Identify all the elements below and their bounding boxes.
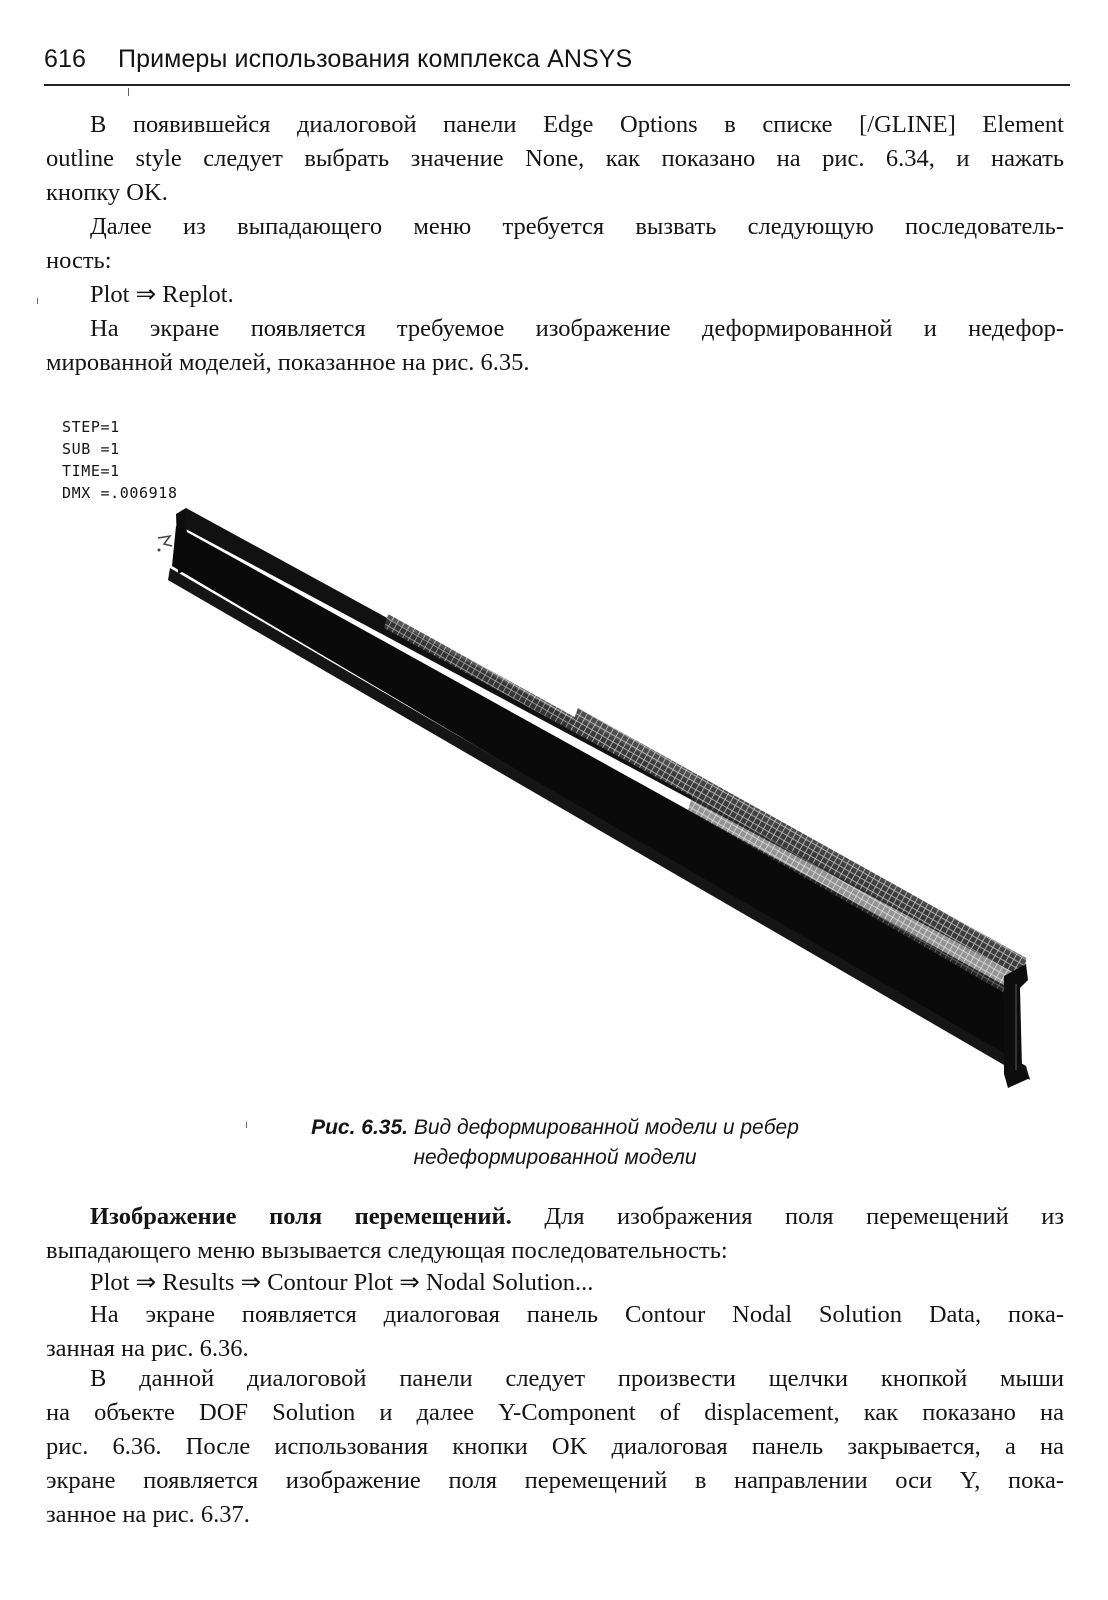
paragraph-edge-options <box>46 108 1064 210</box>
text-line: на объекте DOF Solution и далее Y-Component of displacement, как показано на <box>46 1399 1064 1426</box>
text-line: В появившейся диалоговой панели Edge Options в списке [/GLINE] Element <box>90 111 1064 138</box>
caption-label: Рис. 6.35. <box>311 1116 408 1139</box>
text-line: outline style следует выбрать значение None, как показано на рис. 6.34, и нажать <box>46 145 1064 172</box>
coordinate-triad-icon <box>158 536 172 546</box>
text-line: выпадающего меню вызывается следующая последовательность: <box>46 1237 728 1264</box>
text-line: кнопку OK. <box>46 179 168 206</box>
paragraph-contour-dialog <box>46 1298 1064 1366</box>
running-title: Примеры использования комплекса ANSYS <box>118 45 633 73</box>
status-step: STEP=1 <box>62 418 120 436</box>
caption-line-2: недеформированной модели <box>413 1146 697 1169</box>
section-displacement-field <box>46 1200 1064 1268</box>
text-line: занное на рис. 6.37. <box>46 1501 250 1528</box>
text-line: На экране появляется требуемое изображение деформированной и недефор- <box>90 315 1064 342</box>
status-time: TIME=1 <box>62 462 120 480</box>
text-line: Далее из выпадающего меню требуется вызвать следующую последователь- <box>90 213 1064 240</box>
paragraph-deformed-model <box>46 312 1064 380</box>
scan-mark <box>37 298 38 304</box>
beam-web <box>172 526 1020 1068</box>
text-line: На экране появляется диалоговая панель Contour Nodal Solution Data, пока- <box>90 1301 1064 1328</box>
section-first-line <box>46 1200 1064 1234</box>
page-number: 616 <box>44 45 87 73</box>
menu-path-text: Plot ⇒ Results ⇒ Contour Plot ⇒ Nodal Solution... <box>90 1269 594 1296</box>
status-sub: SUB =1 <box>62 440 120 458</box>
menu-path-text: Plot ⇒ Replot. <box>90 281 234 308</box>
caption-line-1: Вид деформированной модели и ребер <box>413 1116 799 1139</box>
text-line: экране появляется изображение поля перемещений в направлении оси Y, пока- <box>46 1467 1064 1494</box>
i-beam-model-illustration <box>58 418 1048 1098</box>
bottom-flange <box>168 568 1030 1080</box>
scan-mark <box>128 88 129 96</box>
paragraph-menu-sequence <box>46 210 1064 278</box>
status-dmx: DMX =.006918 <box>62 484 178 502</box>
text-line: занная на рис. 6.36. <box>46 1335 249 1362</box>
running-header <box>44 42 1070 86</box>
text-line: Для изображения поля перемещений из <box>544 1203 1065 1230</box>
text-line: мированной моделей, показанное на рис. 6.35. <box>46 349 530 376</box>
text-line: рис. 6.36. После использования кнопки OK диалоговая панель закрывается, а на <box>46 1433 1064 1460</box>
section-heading: Изображение поля перемещений. <box>90 1203 512 1230</box>
text-line: ность: <box>46 247 112 274</box>
menu-path-replot <box>46 278 1064 312</box>
figure-caption <box>150 1113 960 1173</box>
menu-path-nodal-solution <box>46 1266 1064 1300</box>
triad-dot <box>158 549 161 552</box>
paragraph-dof-solution <box>46 1362 1064 1532</box>
figure-6-35 <box>58 418 1048 1098</box>
text-line: В данной диалоговой панели следует произвести щелчки кнопкой мыши <box>90 1365 1064 1392</box>
